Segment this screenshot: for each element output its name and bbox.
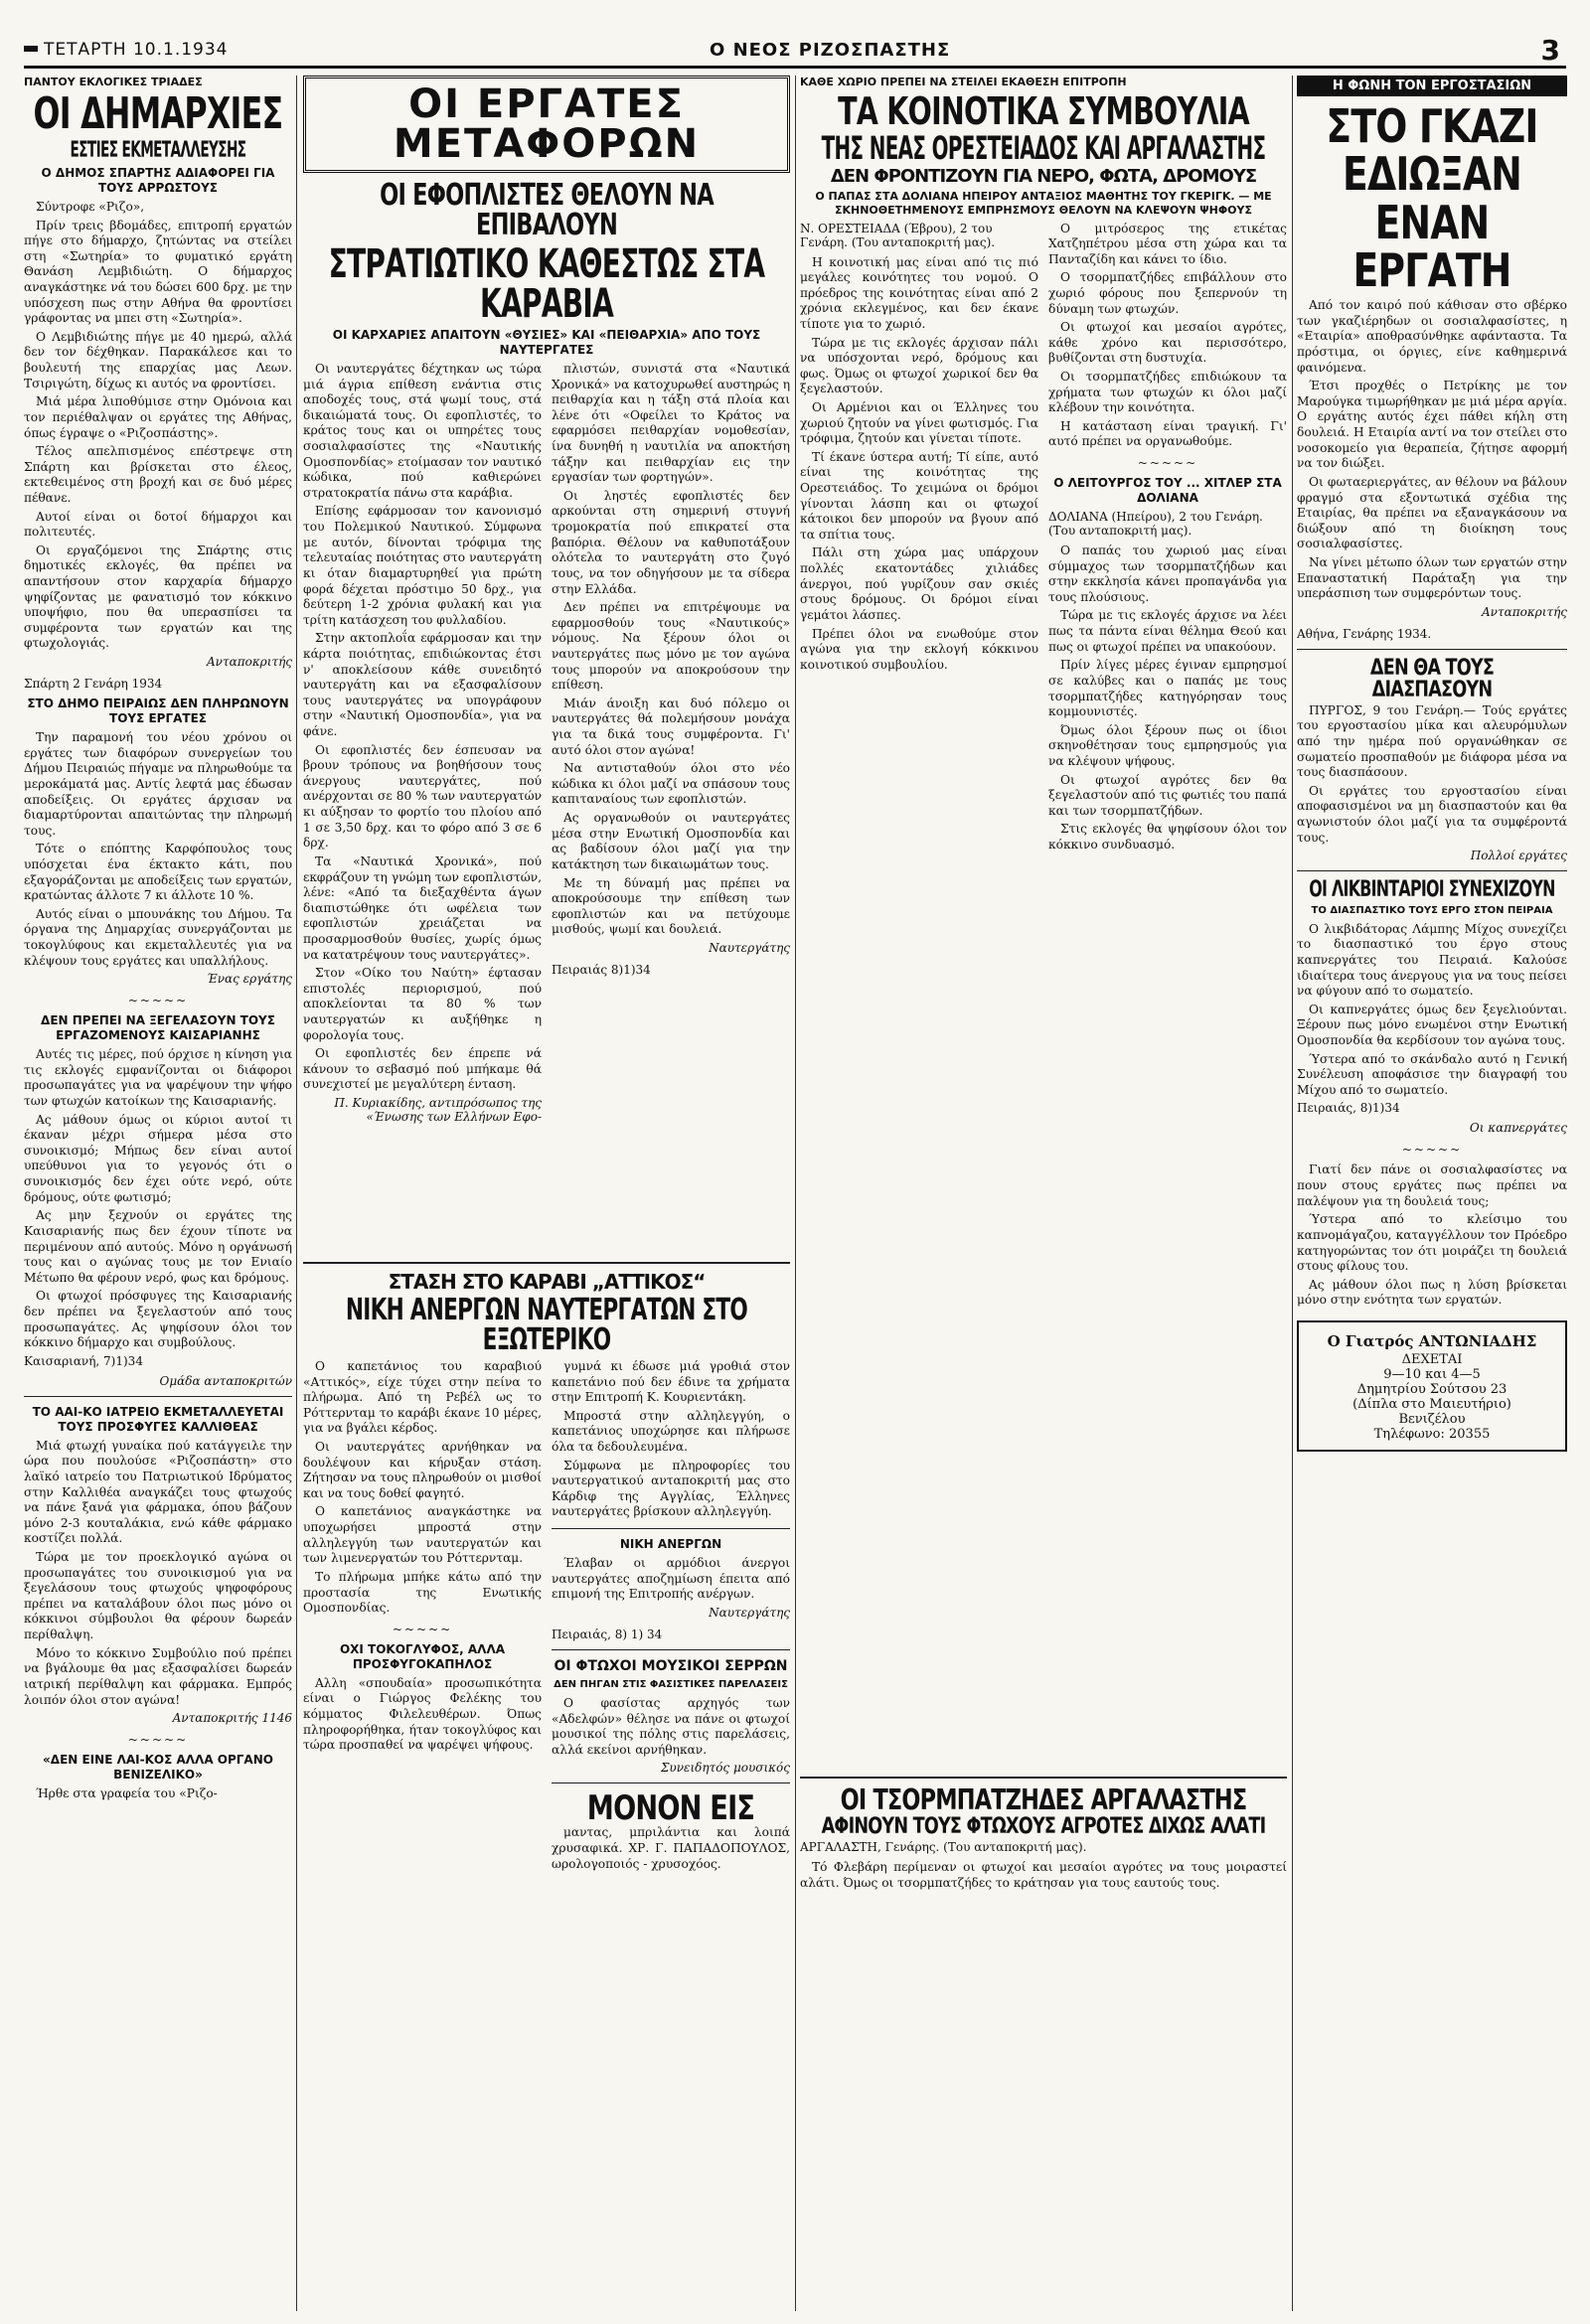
article-columns [800, 222, 1287, 856]
headline-3: ΟΙ ΛΙΚΒΙΝΤΑΡΙΟΙ ΣΥΝΕΧΙΖΟΥΝ [1309, 877, 1555, 903]
column-1 [24, 76, 292, 2311]
paper-name: Ο ΝΕΟΣ ΡΙΖΟΣΠΑΣΤΗΣ [710, 40, 951, 61]
paragraph: πλιστών, συνιστά στα «Ναυτικά Χρονικά» να κατοχυρωθεί αυστηρώς η πειθαρχία και η τάξη στά πλοία και λένε ότι «Οφείλει το Κράτος να εφαρμόσει πειθαρχίαν νομοθεσίαν, ίνα δυνηθή η ναυτιλία να αποκτήση τάξην και πειθαρχίαν εις την εργασίαν των φορτηγών». [552, 362, 790, 485]
headline-3: ΔΕΝ ΦΡΟΝΤΙΖΟΥΝ ΓΙΑ ΝΕΡΟ, ΦΩΤΑ, ΔΡΟΜΟΥΣ [830, 166, 1257, 187]
paragraph: Η κοινοτική μας είναι από τις πιό μεγάλες κοινότητες του νομού. Ο πρόεδρος της κοινότητας είναι από 2 χρόνια εκλεγμένος, και δεν έκανε τίποτε για το χωριό. [800, 254, 1038, 331]
divider [552, 1528, 790, 1529]
paragraph: Στις εκλογές θα ψηφίσουν όλοι τον κόκκινο συνδυασμό. [1048, 822, 1287, 852]
paragraph: Οι εφοπλιστές δεν έσπευσαν να βρουν τρόπους να βοηθήσουν τους άνεργους ναυτεργάτες, πού ανέρχονται σε 80 % των ναυτεργατών κι αύξησαν το φορτίο του πλοίου από 1 σε 3,50 δρχ. και το φόρο από 3 σε 6 δρχ. [303, 742, 542, 851]
article-body [24, 730, 292, 969]
ad-headline: ΜΟΝΟΝ ΕΙΣ [586, 1788, 755, 1829]
subhead: ΟΙ ΦΤΩΧΟΙ ΜΟΥΣΙΚΟΙ ΣΕΡΡΩΝ [554, 1657, 788, 1674]
article-body [1048, 543, 1287, 853]
article-body [552, 1359, 790, 1520]
ad-line: ΔΕΧΕΤΑΙ [1401, 1351, 1463, 1367]
paragraph: Μιά μέρα λιποθύμισε στην Ομόνοια και τον περιέθαλψαν οι εργάτες της Αθήνας, όπως έγραψε ο «Ριζοσπάστης». [24, 394, 292, 440]
dateline: Πειραιάς, 8) 1) 34 [552, 1627, 663, 1641]
subhead: ΤΟ ΑΑΙ-ΚΟ ΙΑΤΡΕΙΟ ΕΚΜΕΤΑΛΛΕΥΕΤΑΙ ΤΟΥΣ ΠΡΟΣΦΥΓΕΣ ΚΑΛΛΙΘΕΑΣ [32, 1404, 284, 1434]
kicker: ΣΤΑΣΗ ΣΤΟ ΚΑΡΑΒΙ „ΑΤΤΙΚΟΣ“ [388, 1270, 706, 1294]
paragraph: Οι τσορμπατζήδες επιδιώκουν τα χρήματα των φτωχών κι όλοι μαζί κλέβουν την κοινότητα. [1048, 369, 1287, 415]
divider [303, 1262, 790, 1264]
article-text: Τό Φλεβάρη περίμεναν οι φτωχοί και μεσαίοι αγρότες να τους μοιραστεί αλάτι. Όμως οι τσορμπατζήδες το κράτησαν για τους εαυτούς τους. [800, 1860, 1287, 1890]
paragraph: Γιατί δεν πάνε οι σοσιαλφασίστες να πουν στους εργάτες πως πρέπει να παλέψουν για τη δουλειά τους; [1297, 1162, 1567, 1208]
paragraph: Στην ακτοπλοΐα εφάρμοσαν και την κάρτα ποιότητας, επιδιώκοντας έτσι ν' αποκλείσουν κάθε συνειδητό ναυτεργάτη και να εξασφαλίσουν τους ναυτεργάτες να υπογράφουν στην «Ναυτική Ομοσπονδία», για να φάνε. [303, 631, 542, 739]
headline-3: ΣΤΡΑΤΙΩΤΙΚΟ ΚΑΘΕΣΤΩΣ ΣΤΑ ΚΑΡΑΒΙΑ [328, 241, 765, 327]
paragraph: Το πλήρωμα μπήκε κάτω από την προστασία της Ενωτικής Ομοσπονδίας. [303, 1569, 542, 1616]
article-text: Ο φασίστας αρχηγός των «Αδελφών» θέλησε να πάνε οι φτωχοί μουσικοί της πόλης στις παρελάσεις, αλλά εκείνοι αρνήθηκαν. [552, 1695, 790, 1757]
ad-line: (Δίπλα στο Μαιευτήριο) [1352, 1396, 1511, 1412]
signature: Ναυτεργάτης [709, 940, 790, 955]
paragraph: Οι εφοπλιστές δεν έπρεπε νά κάνουν το σεβασμό πού μπήκαμε θά συνεχιστεί με μεγαλύτερη ένταση. [303, 1046, 542, 1092]
headline: ΟΙ ΕΡΓΑΤΕΣ ΜΕΤΑΦΟΡΩΝ [393, 81, 701, 167]
paragraph: Ο παπάς του χωριού μας είναι σύμμαχος των τσορμπατζήδων και στην εκκλησία κάνει προπαγάνδα για τους πλούσιους. [1048, 543, 1287, 604]
paragraph: Τώρα με τις εκλογές άρχισε να λέει πως τα πάντα είναι θέλημα Θεού και πως οι φτωχοί πρέπει να υπακούουν. [1048, 608, 1287, 654]
ornament-divider: ~~~~~ [127, 1733, 189, 1748]
headline-2: ΔΕΝ ΘΑ ΤΟΥΣ ΔΙΑΣΠΑΣΟΥΝ [1369, 655, 1495, 702]
paragraph: Οι ναυτεργάτες δέχτηκαν ως τώρα μιά άγρια επίθεση ενάντια στις αποδοχές τους, στά ψωμί τους, στά δικαιώματά τους. Οι εφοπλιστές, το κράτος τους και οι υπηρέτες τους σοσιαλφασίστες της «Ναυτικής Ομοσπονδίας» ετοίμασαν τον ναυτικό κώδικα, πού καθιερώνει στρατοκρατία πάνω στα καράβια. [303, 362, 542, 500]
headline-2: ΑΦΙΝΟΥΝ ΤΟΥΣ ΦΤΩΧΟΥΣ ΑΓΡΟΤΕΣ ΔΙΧΩΣ ΑΛΑΤΙ [821, 1814, 1266, 1839]
ad-title: Ο Γιατρός ΑΝΤΩΝΙΑΔΗΣ [1327, 1331, 1537, 1350]
article-columns [303, 1359, 790, 1875]
dateline: Πειραιάς, 8)1)34 [1297, 1101, 1400, 1116]
paragraph: Ο καπετάνιος αναγκάστηκε να υποχωρήσει μπροστά στην αλληλεγγύη των ναυτεργατών και των λιμενεργατών του Ρόττερνταμ. [303, 1504, 542, 1566]
paragraph: Ας μην ξεχνούν οι εργάτες της Καισαριανής πως δεν έχουν τίποτε να περιμένουν από αυτούς. Μόνο η οργάνωσή τους και ο αγώνας τους με τον Ενιαίο Μέτωπο θα φέρουν νερό, φως και δρόμους. [24, 1208, 292, 1285]
dateline: Σπάρτη 2 Γενάρη 1934 [24, 677, 163, 692]
article-body [1297, 703, 1567, 846]
paragraph: Τέλος απελπισμένος επέστρεψε στη Σπάρτη και βρίσκεται στο έλεος, εκτεθειμένος στη βροχή και σε δυό μέρες πέθανε. [24, 444, 292, 505]
paragraph: Τα «Ναυτικά Χρονικά», πού εκφράζουν τη γνώμη των εφοπλιστών, λένε: «Από τα διεξαχθέντα άγων διαπιστώθηκε ότι ωφέλεια των εφοπλιστών χρειάζεται να προσαρμοσθούν θυσίες, χωρίς όμως να κατατρέψουν τους ναυτεργάτες». [303, 853, 542, 962]
subhead: Ο ΔΗΜΟΣ ΣΠΑΡΤΗΣ ΑΔΙΑΦΟΡΕΙ ΓΙΑ ΤΟΥΣ ΑΡΡΩΣΤΟΥΣ [41, 166, 275, 195]
paragraph: Πρέπει όλοι να ενωθούμε στον αγώνα για την εκλογή κόκκινου κοινοτικού συμβουλίου. [800, 626, 1038, 672]
headline-2: ΤΗΣ ΝΕΑΣ ΟΡΕΣΤΕΙΑΔΟΣ ΚΑΙ ΑΡΓΑΛΑΣΤΗΣ [821, 129, 1266, 167]
paragraph: Με τη δύναμή μας πρέπει να αποκρούσουμε την επίθεση των εφοπλιστών και να πετύχουμε μισθούς, ψωμί και δουλειά. [552, 875, 790, 937]
paragraph: Ας οργανωθούν οι ναυτεργάτες μέσα στην Ενωτική Ομοσπονδία και ας βαδίσουν όλοι μαζί για την κατάκτηση των δικαιωμάτων τους. [552, 811, 790, 871]
divider [800, 1777, 1287, 1779]
paragraph: Να αντισταθούν όλοι στο νέο κώδικα κι όλοι μαζί να σπάσουν τους καπιταναίους των εφοπλιστών. [552, 761, 790, 807]
signature: Συνειδητός μουσικός [660, 1761, 790, 1776]
ad-line: Τηλέφωνο: 20355 [1373, 1426, 1491, 1442]
paragraph: Ο καπετάνιος του καραβιού «Αττικός», είχε τύχει στην πείνα το πλήρωμα. Από τη Ρεβέλ ως το Ρόττερνταμ το καράβι έκανε 10 μέρες, για να βγάλει κέρδος. [303, 1359, 542, 1436]
signature: Οι καπνεργάτες [1469, 1121, 1567, 1136]
headline: ΝΙΚΗ ΑΝΕΡΓΩΝ ΝΑΥΤΕΡΓΑΤΩΝ ΣΤΟ ΕΞΩΤΕΡΙΚΟ [345, 1293, 748, 1357]
headline: ΟΙ ΔΗΜΑΡΧΙΕΣ [33, 88, 283, 139]
paragraph: Μπροστά στην αλληλεγγύη, ο καπετάνιος υποχώρησε και πλήρωσε όλα τα δεδουλευμένα. [552, 1408, 790, 1455]
headline-2: ΕΣΤΙΕΣ ΕΚΜΕΤΑΛΛΕΥΣΗΣ [70, 138, 246, 163]
paragraph: Τώρα με τον προεκλογικό αγώνα οι προσωπαγάτες του συνοικισμού για να ξεγελάσουν τους φτωχούς ψηφοφόρους πρέπει να καταλάβουν όλοι πως μόνο οι κόκκινοι σύμβουλοι θα φέρουν δωρεάν περίθαλψη. [24, 1550, 292, 1642]
paragraph: Η κατάσταση είναι τραγική. Γι' αυτό πρέπει να οργανωθούμε. [1048, 418, 1287, 449]
ornament-divider: ~~~~~ [1401, 1143, 1463, 1158]
article-text: Αλλη «σπουδαία» προσωπικότητα είναι ο Γιώργος Φελέκης του κόμματος Φιλελευθέρων. Όπως πληροφορήθηκα, ήταν τοκογλύφος και τώρα προσπαθεί να ψαρέψει ψήφους. [303, 1675, 542, 1753]
paragraph: Οι φτωχοί και μεσαίοι αγρότες, κάθε χρόνο και περισσότερο, βυθίζονται στη δυστυχία. [1048, 320, 1287, 366]
paragraph: Σύντροφε «Ριζο», [36, 200, 145, 214]
ornament-divider: ~~~~~ [392, 1622, 453, 1636]
kicker: ΠΑΝΤΟΥ ΕΚΛΟΓΙΚΕΣ ΤΡΙΑΔΕΣ [24, 76, 203, 88]
subhead: ΝΙΚΗ ΑΝΕΡΓΩΝ [619, 1537, 722, 1552]
paragraph: Όμως όλοι ξέρουν πως οι ίδιοι σκηνοθέτησαν τους εμπρησμούς για να κλέψουν ψήφους. [1048, 722, 1287, 768]
divider [1297, 870, 1567, 871]
headline-2: ΟΙ ΕΦΟΠΛΙΣΤΕΣ ΘΕΛΟΥΝ ΝΑ ΕΠΙΒΑΛΟΥΝ [380, 178, 714, 242]
signature: Ανταποκριτής [207, 655, 292, 670]
headline: ΣΤΟ ΓΚΑΖΙ ΕΔΙΩΞΑΝ ΕΝΑΝ ΕΡΓΑΤΗ [1326, 99, 1538, 297]
paragraph: Οι φτωχοί πρόσφυγες της Καισαριανής δεν πρέπει να ξεγελαστούν από τους προσωπαγάτες. Ας ψηφίσουν όλοι τον κόκκινο δήμαρχο και συμβούλους. [24, 1289, 292, 1350]
paragraph: Ύστερα από το κλείσιμο του καπνομάγαζου, καταγγέλλουν τον Πρόεδρο κατηγορώντας τον ότι μοιράζει τη δουλειά στους φίλους του. [1297, 1212, 1567, 1274]
paragraph: Μόνο το κόκκινο Συμβούλιο πού πρέπει να βγάλουμε θα μας εξασφαλίσει δωρεάν ιατρική περίθαλψη και φάρμακα. Εμπρός λοιπόν όλοι στον αγώνα! [24, 1645, 292, 1707]
article-body [303, 1359, 542, 1617]
page-number: 3 [1540, 34, 1560, 67]
article-body [24, 1439, 292, 1708]
paragraph: Οι εργάτες του εργοστασίου είναι αποφασισμένοι να μη διασπαστούν και θα αγωνιστούν όλοι μαζί για τα συμφέροντά τους. [1297, 783, 1567, 845]
paragraph: Ο λικβιδάτορας Λάμπης Μίχος συνεχίζει το διασπαστικό του έργο στους καπνεργάτες του Πειραιά. Καλούσε ιδιαίτερα τους άνεργους για να τους πείσει να φύγουν από το σωματείο. [1297, 921, 1567, 999]
subhead: ΟΧΙ ΤΟΚΟΓΛΥΦΟΣ, ΑΛΛΑ ΠΡΟΣΦΥΓΟΚΑΠΗΛΟΣ [339, 1641, 506, 1671]
paragraph: Στον «Οίκο του Ναύτη» έφτασαν επιστολές περιορισμού, πού αποκλείονται τα 80 % των ναυτεργατών κι αυξήθηκε η φορολογία τους. [303, 966, 542, 1042]
kicker: ΚΑΘΕ ΧΩΡΙΟ ΠΡΕΠΕΙ ΝΑ ΣΤΕΙΛΕΙ ΕΚΑΘΕΣΗ ΕΠΙΤΡΟΠΗ [800, 76, 1127, 88]
ad-line: 9—10 και 4—5 [1383, 1366, 1481, 1382]
subhead: ΔΕΝ ΠΡΕΠΕΙ ΝΑ ΞΕΓΕΛΑΣΟΥΝ ΤΟΥΣ ΕΡΓΑΖΟΜΕΝΟΥΣ ΚΑΙΣΑΡΙΑΝΗΣ [41, 1013, 275, 1043]
paragraph: Επίσης εφάρμοσαν τον κανονισμό του Πολεμικού Ναυτικού. Σύμφωνα με αυτόν, δίνονται τρόφιμα της τελευταίας ποιότητας στο ναυτεργάτη κι όταν διαμαρτυρηθεί για πρώτη φορά δέχεται πρόστιμο 50 δρχ., για δεύτερη 1-2 χρόνια φυλακή και για τρίτη κατάσχεση του φυλλαδίου. [303, 504, 542, 627]
date-dash [24, 46, 38, 52]
article-text: Ήρθε στα γραφεία του «Ριζο- [36, 1786, 218, 1801]
paragraph: Οι φωταεριεργάτες, αν θέλουν να βάλουν φραγμό στα εξοντωτικά σχέδια της Εταιρίας, θα πρέπει να εξαναγκάσουν να διώξουν από τη διοίκηση τους σοσιαλφασίστες. [1297, 474, 1567, 551]
column-3 [800, 76, 1287, 1268]
subhead: ΣΤΟ ΔΗΜΟ ΠΕΙΡΑΙΩΣ ΔΕΝ ΠΛΗΡΩΝΟΥΝ ΤΟΥΣ ΕΡΓΑΤΕΣ [27, 697, 289, 726]
paragraph: Τί έκανε ύστερα αυτή; Τί είπε, αυτό είναι της κοινότητας της Ορεστειάδος. Το χειμώνα οι δρόμοι γίνονται λάσπη και οι φτωχοί κάτοικοι δεν μπορούν να βγουν από τα σπίτια τους. [800, 449, 1038, 542]
article-body [24, 200, 292, 652]
dateline: ΔΟΛΙΑΝΑ (Ηπείρου), 2 του Γενάρη. (Του ανταποκριτή μας). [1048, 510, 1263, 539]
paragraph: Οι καπνεργάτες όμως δεν ξεγελιούνται. Ξέρουν πως μόνο ενωμένοι στην Ενωτική Ομοσπονδία θα κερδίσουν τον αγώνα τους. [1297, 1002, 1567, 1048]
article-body [1297, 1162, 1567, 1308]
column-rule [795, 76, 796, 2311]
paragraph: Οι Αρμένιοι και οι Έλληνες του χωριού ζητούν να γίνει φωτισμός. Για τρόφιμα, ζητούν και γίνεται τίποτε. [800, 399, 1038, 446]
paragraph: Μιάν άνοιξη και δυό πόλεμο οι ναυτεργάτες θά πολεμήσουν μονάχα για τα δικά τους συμφέροντα. Γι' αυτό όλοι στον αγώνα! [552, 696, 790, 757]
paragraph: Πάλι στη χώρα μας υπάρχουν πολλές εκατοντάδες χιλιάδες άνεργοι, πού γυρίζουν σαν σκιές στους δρόμους. Οι δρόμοι είναι γεμάτοι λάσπες. [800, 545, 1038, 622]
paragraph: γυμνά κι έδωσε μιά γροθιά στον καπετάνιο πού δεν έδινε τα χρήματα στην Επιτροπή Κ. Κουριεντάκη. [552, 1359, 790, 1405]
paragraph: Αυτοί είναι οι δοτοί δήμαρχοι και πολιτευτές. [24, 509, 292, 540]
headline-box [303, 76, 790, 173]
divider [552, 1649, 790, 1650]
ad-line: Βενιζέλου [1398, 1411, 1466, 1427]
paragraph: Οι φτωχοί αγρότες δεν θα ξεγελαστούν από τις φωτιές του παπά και των τσορμπατζήδων. [1048, 772, 1287, 818]
column-rule [1292, 76, 1293, 2311]
divider [24, 1396, 292, 1397]
paragraph: ΠΥΡΓΟΣ, 9 του Γενάρη.— Τούς εργάτες του εργοστασίου μίκα και αλευρόμυλων από την ημέρα πού οργανώθηκαν σε σωματείο προσπαθούν με διάφορα μέσα να τους διασπάσουν. [1297, 702, 1567, 780]
article-body [24, 1047, 292, 1351]
article-body [1297, 298, 1567, 602]
masthead-bar [24, 34, 1566, 69]
column-3-lower [800, 1769, 1287, 2311]
signature: Ανταποκριτής 1146 [172, 1711, 292, 1726]
ornament-divider: ~~~~~ [1137, 456, 1198, 471]
signature: Ομάδα ανταποκριτών [159, 1373, 292, 1388]
paragraph: Ο Λεμβιδιώτης πήγε με 40 ημερώ, αλλά δεν τον δέχθηκαν. Παρακάλεσε και το βουλευτή της επαρχίας μας Λεων. Τσιριγώτη, δίχως κι αυτός να φροντίσει. [24, 329, 292, 390]
article-body [552, 362, 790, 938]
paragraph: Μιά φτωχή γυναίκα πού κατάγγειλε την ώρα που πουλούσε «Ριζοσπάστη» στο λαϊκό ιατρείο του Πατριωτικού Ιδρύματος στην Καλλιθέα αναγκάζει τους φτωχούς να πάνε ξανά για φάρμακα, όπου βάζουν μόνο 2-3 κουταλάκια, ενώ κάθε φάρμακο κοστίζει πολλά. [24, 1438, 292, 1546]
paragraph: Οι ναυτεργάτες αρνήθηκαν να δουλέψουν και κήρυξαν στάση. Ζήτησαν να τους πληρωθούν οι μισθοί και να τους δοθεί φαγητό. [303, 1440, 542, 1500]
divider [1297, 649, 1567, 650]
paragraph: Την παραμονή του νέου χρόνου οι εργάτες των διαφόρων συνεργείων του Δήμου Πειραιώς πήγαμε να πληρωθούμε τα μεροκάματά μας. Αντίς λεφτά μας έδωσαν αποδείξεις. Οι εργάτες άρχισαν να διαμαρτύρονται απαιτώντας την πληρωμή τους. [24, 730, 292, 838]
paragraph: Σύμφωνα με πληροφορίες του ναυτεργατικού ανταποκριτή μας στο Κάρδιφ της Αγγλίας, Έλληνες ναυτεργάτες βρίσκουν αλληλεγγύη. [552, 1458, 790, 1519]
paragraph: Έτσι προχθές ο Πετρίκης με τον Μαρούγκα τιμωρήθηκαν με μιά μέρα αργία. Ο εργάτης αυτός έχει πάθει κήλη στη δουλειά. Η Εταιρία αντί να τον στείλει στο νοσοκομείο για θεραπεία, ζήτησε αφορμή να τον διώξει. [1297, 379, 1567, 471]
dateline: ΑΡΓΑΛΑΣΤΗ, Γενάρης. (Του ανταποκριτή μας). [800, 1840, 1087, 1854]
paragraph: Δεν πρέπει να επιτρέψουμε να εφαρμοσθούν τους «Ναυτικούς» νόμους. Να ξέρουν όλοι οι ναυτεργάτες πως μόνο με τον αγώνα τους μπορούν να αποκρούσουν την επίθεση. [552, 600, 790, 693]
ad-line: Δημητρίου Σούτσου 23 [1356, 1381, 1508, 1397]
paragraph: Ας μάθουν όλοι πως η λύση βρίσκεται μόνο στην ενότητα των εργατών. [1297, 1277, 1567, 1308]
paragraph: Να γίνει μέτωπο όλων των εργατών στην Επαναστατική Παράταξη για την υπεράσπιση των συμφερόντων τους. [1297, 554, 1567, 601]
paragraph: Τότε ο επόπτης Καρφόπουλος τους υπόσχεται ένα έκτακτο κάτι, που εξαγοράζονται με αποδείξεις των εργατών, κρατώντας άλλοτε 7 κι άλλοτε 10 %. [24, 842, 292, 903]
signature: Π. Κυριακίδης, αντιπρόσωπος της «Ένωσης των Ελλήνων Εφο- [334, 1096, 542, 1125]
paragraph: Πρίν τρεις βδομάδες, επιτροπή εργατών πήγε στο δήμαρχο, ζητώντας να στείλει στη «Σωτηρία» το φυματικό εργάτη Θανάση Λεμβιδιώτη. Ο δήμαρχος αναγκάστηκε νά του δώσει 600 δρχ. με την υπόσχεση πως στην Αθήνα θα φροντίσει γράφοντας να μπει στη «Σωτηρία». [24, 218, 292, 326]
paragraph: Αυτός είναι ο μπουνάκης του Δήμου. Τα όργανα της Δημαρχίας συνεργάζονται με τοκογλύφους και εκμεταλλευτές για να κλέψουν τους εργάτες και υπαλλήλους. [24, 906, 292, 968]
headline: ΤΑ ΚΟΙΝΟΤΙΚΑ ΣΥΜΒΟΥΛΙΑ [838, 89, 1249, 133]
dateline: Καισαριανή, 7)1)34 [24, 1353, 143, 1368]
article-columns [303, 362, 790, 1132]
ornament-divider: ~~~~~ [127, 994, 189, 1008]
paragraph: Από τον καιρό πού κάθισαν στο σβέρκο των γκαζιέρηδων οι σοσιαλφασίστες, η «Εταιρία» αποθρασύνθηκε αφάνταστα. Τα πρόστιμα, οι όργιες, είνε καθημερινά φαινόμενα. [1297, 298, 1567, 375]
doctor-advertisement [1297, 1320, 1567, 1452]
signature: Ανταποκριτής [1482, 604, 1567, 619]
column-4 [1297, 76, 1567, 2311]
column-2-lower [303, 1254, 790, 2311]
ad-text: μαντας, μπριλάντια και λοιπά χρυσαφικά. ΧΡ. Γ. ΠΑΠΑΔΟΠΟΥΛΟΣ, ωρολογοποιός - χρυσοχόος. [552, 1825, 790, 1871]
article-body [303, 362, 542, 1093]
subhead: «ΔΕΝ ΕΙΝΕ ΛΑΙ-ΚΟΣ ΑΛΛΑ ΟΡΓΑΝΟ ΒΕΝΙΖΕΛΙΚΟ» [43, 1753, 273, 1782]
subhead: ΤΟ ΔΙΑΣΠΑΣΤΙΚΟ ΤΟΥΣ ΕΡΓΟ ΣΤΟΝ ΠΕΙΡΑΙΑ [1311, 905, 1553, 917]
article-text: Έλαβαν οι αρμόδιοι άνεργοι ναυτεργάτες αποζημίωση έπειτα από επιμονή της Επιτροπής ανέργων. [552, 1556, 790, 1602]
article-body [1297, 922, 1567, 1099]
subhead: Ο ΛΕΙΤΟΥΡΓΟΣ ΤΟΥ ... ΧΙΤΛΕΡ ΣΤΑ ΔΟΛΙΑΝΑ [1053, 476, 1282, 506]
subhead: ΟΙ ΚΑΡΧΑΡΙΕΣ ΑΠΑΙΤΟΥΝ «ΘΥΣΙΕΣ» ΚΑΙ «ΠΕΙΘΑΡΧΙΑ» ΑΠΟ ΤΟΥΣ ΝΑΥΤΕΡΓΑΤΕΣ [332, 328, 761, 357]
dateline: Πειραιάς 8)1)34 [552, 962, 651, 977]
signature: Ένας εργάτης [206, 972, 292, 987]
paragraph: Οι ληστές εφοπλιστές δεν αρκούνται στη σημερινή στυγνή τρομοκρατία πού επικρατεί στα βαπόρια. Θέλουν να καθυποτάξουν ολότελα το ναυτεργάτη στο ζυγό τους, να τον οδηγήσουν με τα σίδερα στην Ελλάδα. [552, 488, 790, 596]
paragraph: Αυτές τις μέρες, πού όρχισε η κίνηση για τις εκλογές εμφανίζονται οι διάφοροι προσωπαγάτες για να ψαρέψουν την ψήφο των φτωχών κατοίκων της Καισαριανής. [24, 1047, 292, 1109]
paragraph: Ύστερα από το σκάνδαλο αυτό η Γενική Συνέλευση αποφάσισε την διαγραφή του Μίχου από το σωματείο. [1297, 1051, 1567, 1097]
article-body [800, 255, 1038, 674]
column-rule [296, 76, 297, 2311]
paragraph: Τώρα με τις εκλογές άρχισαν πάλι να υπόσχονται νερό, δρόμους και φως. Όμως οι φτωχοί χωρικοί δεν θα ξεγελαστούν. [800, 335, 1038, 396]
headline: ΟΙ ΤΣΟΡΜΠΑΤΖΗΔΕΣ ΑΡΓΑΛΑΣΤΗΣ [840, 1783, 1247, 1816]
ad-lines [1307, 1352, 1557, 1442]
divider [552, 1782, 790, 1783]
subhead: ΔΕΝ ΠΗΓΑΝ ΣΤΙΣ ΦΑΣΙΣΤΙΚΕΣ ΠΑΡΕΛΑΣΕΙΣ [554, 1679, 788, 1691]
dateline: Αθήνα, Γενάρης 1934. [1297, 626, 1432, 641]
kicker-band: Η ΦΩΝΗ ΤΟΝ ΕΡΓΟΣΤΑΣΙΩΝ [1297, 76, 1567, 96]
paragraph: Ας μάθουν όμως οι κύριοι αυτοί τι έκαναν μέχρι σήμερα μέσα στο συνοικισμό; Μήπως δεν είναι αυτοί υπεύθυνοι για το γεγονός ότι ο συνοικισμός δεν έχει ούτε νερό, ούτε δρόμους, ούτε φωτισμό; [24, 1112, 292, 1204]
issue-date: ΤΕΤΑΡΤΗ 10.1.1934 [44, 40, 229, 60]
paragraph: Ο μιτρόσερος της ετικέτας Χατζηπέτρου μέσα στη χώρα και τα Πανταζίδη και κάνει το ίδιο. [1048, 221, 1287, 266]
signature: Ναυτεργάτης [709, 1605, 790, 1620]
column-2 [303, 76, 790, 1248]
paragraph: Οι εργαζόμενοι της Σπάρτης στις δημοτικές εκλογές, θα πρέπει να απαντήσουν στον καρχαρία δήμαρχο ψηφίζοντας με φανατισμό τον κόκκινο υποψήφιο, που θα υπερασπίσει τα συμφέροντα των εργατών και της φτωχολογιάς. [24, 542, 292, 651]
subhead: Ο ΠΑΠΑΣ ΣΤΑ ΔΟΛΙΑΝΑ ΗΠΕΙΡΟΥ ΑΝΤΑΞΙΟΣ ΜΑΘΗΤΗΣ ΤΟΥ ΓΚΕΡΙΓΚ. — ΜΕ ΣΚΗΝΟΘΕΤΗΜΕΝΟΥΣ ΕΜΠΡΗΣΜΟΥΣ ΘΕΛΟΥΝ ΝΑ ΚΛΕΨΟΥΝ ΨΗΦΟΥΣ [815, 190, 1272, 217]
paragraph: Πρίν λίγες μέρες έγιναν εμπρησμοί σε καλύβες και ο παπάς με τους τσορμπατζήδες κατηγόρησαν τους κομμουνιστές. [1048, 658, 1287, 719]
signature: Πολλοί εργάτες [1470, 849, 1567, 863]
article-body [1048, 222, 1287, 451]
paragraph: Ο τσορμπατζήδες επιβάλλουν στο χωριό φόρους που ξεπερνούν τη δύναμη των φτωχών. [1048, 270, 1287, 316]
dateline: Ν. ΟΡΕΣΤΕΙΑΔΑ (Έβρου), 2 του Γενάρη. (Του ανταποκριτή μας). [800, 221, 996, 249]
